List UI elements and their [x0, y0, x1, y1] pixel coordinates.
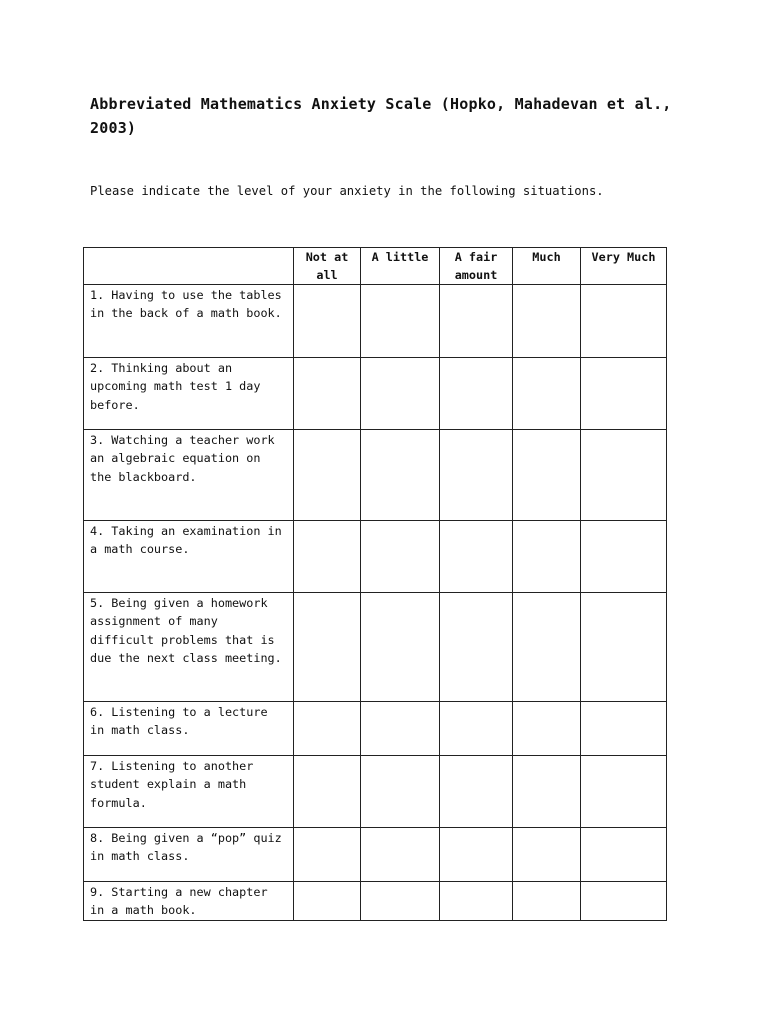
rating-cell-a-little[interactable]: [361, 358, 440, 430]
table-row: [84, 521, 667, 593]
table-row: [84, 756, 667, 828]
table-row: [84, 430, 667, 521]
item-text: 6. Listening to a lecture in math class.: [84, 702, 294, 756]
item-text: 5. Being given a homework assignment of many difficult problems that is due the next class meeting.: [84, 593, 294, 702]
table-row: [84, 828, 667, 882]
rating-cell-very-much[interactable]: [581, 828, 667, 882]
rating-cell-much[interactable]: [513, 828, 581, 882]
rating-cell-a-little[interactable]: [361, 285, 440, 358]
rating-cell-a-little[interactable]: [361, 430, 440, 521]
rating-cell-not-at-all[interactable]: [294, 521, 361, 593]
item-text: 4. Taking an examination in a math course.: [84, 521, 294, 593]
rating-cell-a-fair-amount[interactable]: [440, 285, 513, 358]
rating-cell-a-little[interactable]: [361, 756, 440, 828]
rating-cell-a-fair-amount[interactable]: [440, 828, 513, 882]
header-a-little: A little: [361, 248, 440, 285]
rating-cell-not-at-all[interactable]: [294, 828, 361, 882]
rating-cell-a-fair-amount[interactable]: [440, 756, 513, 828]
item-text: 9. Starting a new chapter in a math book.: [84, 882, 294, 921]
item-text: 3. Watching a teacher work an algebraic equation on the blackboard.: [84, 430, 294, 521]
item-text: 2. Thinking about an upcoming math test 1 day before.: [84, 358, 294, 430]
rating-cell-a-fair-amount[interactable]: [440, 702, 513, 756]
rating-cell-not-at-all[interactable]: [294, 756, 361, 828]
rating-cell-much[interactable]: [513, 358, 581, 430]
header-not-at-all: Not at all: [294, 248, 361, 285]
rating-cell-not-at-all[interactable]: [294, 702, 361, 756]
rating-cell-not-at-all[interactable]: [294, 882, 361, 921]
rating-cell-very-much[interactable]: [581, 702, 667, 756]
rating-cell-a-fair-amount[interactable]: [440, 521, 513, 593]
rating-cell-very-much[interactable]: [581, 285, 667, 358]
item-text: 7. Listening to another student explain a math formula.: [84, 756, 294, 828]
rating-cell-a-little[interactable]: [361, 593, 440, 702]
rating-cell-a-fair-amount[interactable]: [440, 358, 513, 430]
item-text: 8. Being given a “pop” quiz in math class.: [84, 828, 294, 882]
rating-cell-a-fair-amount[interactable]: [440, 593, 513, 702]
rating-cell-a-little[interactable]: [361, 521, 440, 593]
table-row: [84, 882, 667, 921]
rating-cell-very-much[interactable]: [581, 593, 667, 702]
rating-cell-a-fair-amount[interactable]: [440, 430, 513, 521]
table-row: [84, 358, 667, 430]
rating-cell-much[interactable]: [513, 285, 581, 358]
item-text: 1. Having to use the tables in the back of a math book.: [84, 285, 294, 358]
rating-cell-a-fair-amount[interactable]: [440, 882, 513, 921]
rating-cell-not-at-all[interactable]: [294, 285, 361, 358]
rating-cell-much[interactable]: [513, 882, 581, 921]
rating-cell-much[interactable]: [513, 756, 581, 828]
instruction-text: Please indicate the level of your anxiety in the following situations.: [90, 184, 604, 198]
document-title: Abbreviated Mathematics Anxiety Scale (Hopko, Mahadevan et al., 2003): [90, 95, 672, 137]
rating-cell-a-little[interactable]: [361, 882, 440, 921]
rating-cell-very-much[interactable]: [581, 358, 667, 430]
rating-cell-very-much[interactable]: [581, 756, 667, 828]
rating-cell-a-little[interactable]: [361, 702, 440, 756]
rating-cell-much[interactable]: [513, 430, 581, 521]
table-row: [84, 593, 667, 702]
rating-cell-much[interactable]: [513, 521, 581, 593]
rating-cell-not-at-all[interactable]: [294, 358, 361, 430]
rating-cell-very-much[interactable]: [581, 521, 667, 593]
table-row: [84, 285, 667, 358]
table-header-row: [84, 248, 667, 285]
rating-cell-much[interactable]: [513, 702, 581, 756]
header-very-much: Very Much: [581, 248, 667, 285]
header-a-fair-amount: A fair amount: [440, 248, 513, 285]
rating-cell-much[interactable]: [513, 593, 581, 702]
rating-cell-not-at-all[interactable]: [294, 430, 361, 521]
rating-cell-a-little[interactable]: [361, 828, 440, 882]
table-row: [84, 702, 667, 756]
header-much: Much: [513, 248, 581, 285]
rating-cell-very-much[interactable]: [581, 430, 667, 521]
rating-cell-very-much[interactable]: [581, 882, 667, 921]
anxiety-scale-table: [83, 247, 667, 921]
header-blank: [84, 248, 294, 285]
rating-cell-not-at-all[interactable]: [294, 593, 361, 702]
